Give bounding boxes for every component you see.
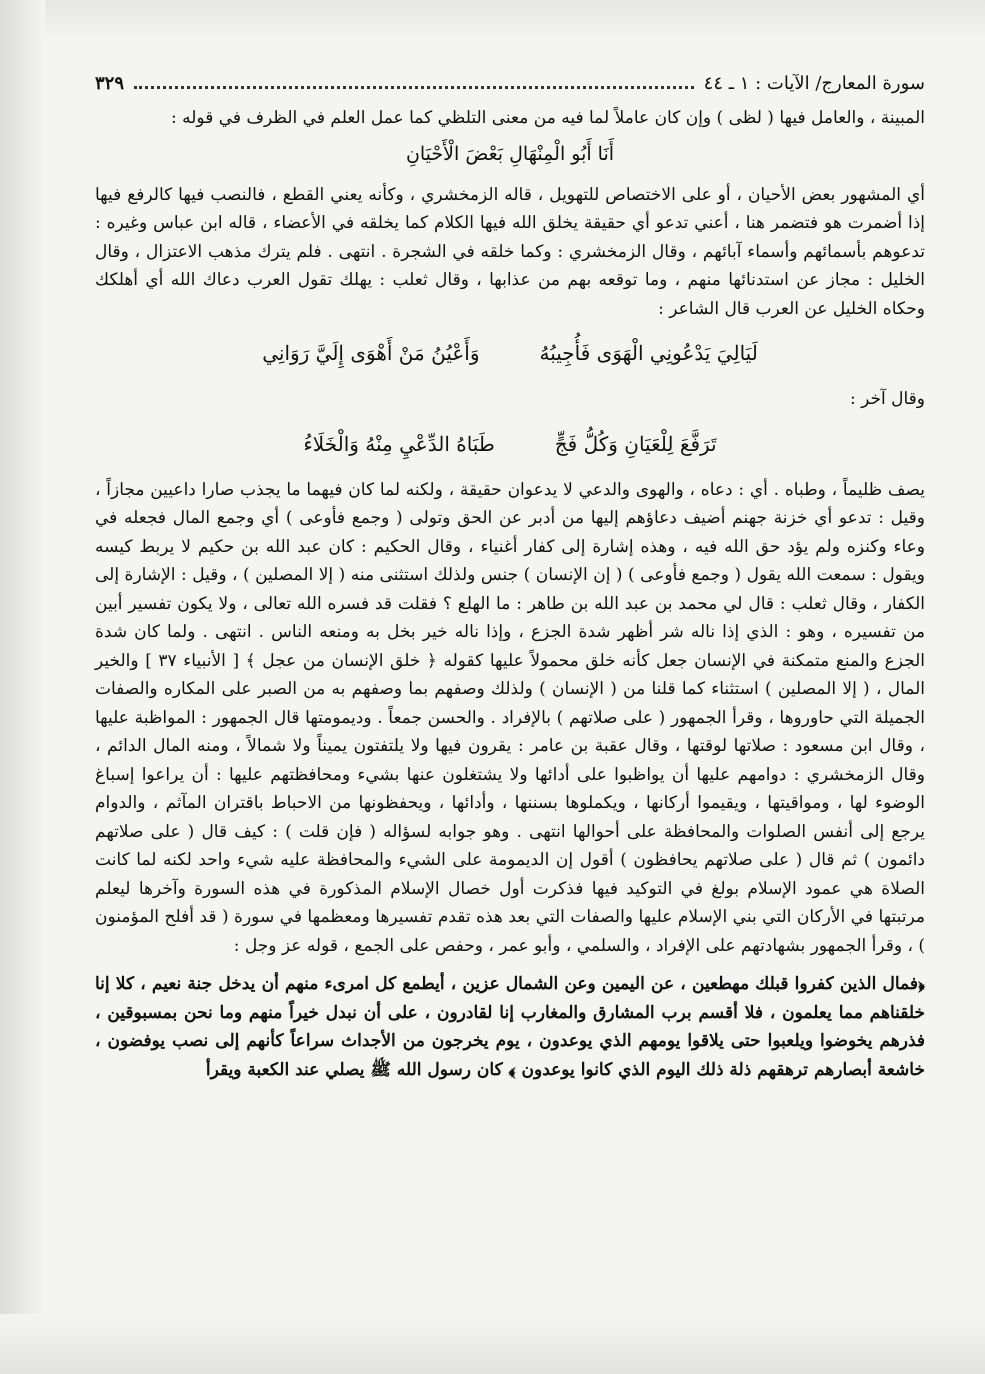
poem-1-first-hemistich: لَيَالِيَ يَدْعُونِي الْهَوَى فَأُجِيبُهُ bbox=[539, 341, 758, 365]
paragraph-1: المبينة ، والعامل فيها ( لظى ) وإن كان عاملاً لما فيه من معنى التلظي كما عمل العلم في الظرف في قوله : bbox=[170, 108, 925, 128]
poem-1-second-hemistich: وَأَعْيُنُ مَنْ أَهْوَى إِلَيَّ رَوَانِي bbox=[262, 341, 480, 365]
scan-shadow-left bbox=[0, 0, 45, 1374]
poetry-verse: أَنَا أَبُو الْمِنْهَالِ بَعْضَ الْأَحْيَانِ bbox=[405, 142, 615, 165]
paragraph-2: أي المشهور بعض الأحيان ، أو على الاختصاص للتهويل ، قاله الزمخشري ، وكأنه يعني القطع ، فالنصب فيها كالرفع فيها إذا أضمرت هو فتضمر هنا ، أعني تدعو أي حقيقة يخلق الله فيها الكلام كما يخلقه في الأعضاء ، قاله ابن عباس وغيره : تدعوهم بأسمائهم وأسماء آبائهم ، وقال الزمخشري : وكما خلقه في الشجرة . انتهى . فلم يترك مذهب الاعتزال ، وقال الخليل : مجاز عن استدنائها منهم ، وما توقعه بهم من عذابها ، وقال ثعلب : يهلك تقول العرب دعاك الله أي أهلكك وحكاه الخليل عن العرب قال الشاعر : bbox=[95, 184, 925, 319]
poem-2-first-hemistich: تَرَفَّعَ لِلْعَيَانِ وَكُلُّ فَجٍّ bbox=[554, 431, 717, 456]
surah-title: سورة المعارج/ الآيات : ١ ـ ٤٤ bbox=[703, 73, 925, 94]
poem-2-second-hemistich: طَبَاهُ الدِّعْيِ مِنْهُ وَالْخَلَاءُ bbox=[303, 431, 495, 456]
book-page bbox=[95, 70, 925, 1320]
running-header bbox=[95, 70, 925, 104]
scan-shadow-top bbox=[0, 0, 985, 40]
scan-shadow-bottom bbox=[0, 1314, 985, 1374]
another-poet-intro: وقال آخر : bbox=[849, 389, 925, 409]
paragraph-3: يصف ظليماً ، وطباه . أي : دعاه ، والهوى والدعي لا يدعوان حقيقة ، ولكنه لما كان فيهما ما يجذب صارا داعيين مجازاً ، وقيل : تدعو أي خزنة جهنم أضيف دعاؤهم إليها من أدبر عن الحق وتولى ( وجمع فأوعى ) أي وجمع المال فجعله في وعاء وكنزه ولم يؤد حق الله فيه ، وهذه إشارة إلى كفار أغنياء ، وقال الحكيم : كان عبد الله بن حكيم لا يربط كيسه ويقول : سمعت الله يقول ( وجمع فأوعى ) ( إن الإنسان ) جنس ولذلك استثنى منه ( إلا المصلين ) ، وقيل : الإشارة إلى الكفار ، وقال ثعلب : قال لي محمد بن عبد الله بن طاهر : ما الهلع ؟ فقلت قد فسره الله تعالى ، ولا يكون تفسير أبين من تفسيره ، وهو : الذي إذا ناله شر أظهر شدة الجزع ، وإذا ناله خير بخل به ومنعه الناس . انتهى . ولما كان شدة الجزع والمنع متمكنة في الإنسان جعل كأنه خلق محمولاً عليها كقوله ﴿ خلق الإنسان من عجل ﴾ [ الأنبياء ٣٧ ] والخير المال ، ( إلا المصلين ) استثناء كما قلنا من ( الإنسان ) ولذلك وصفهم بما وصفهم به من الصبر على المكاره والصفات الجميلة التي حاوروها ، وقرأ الجمهور ( على صلاتهم ) بالإفراد . والحسن جمعاً . وديمومتها قال الجمهور : المواظبة عليها ، وقال ابن مسعود : صلاتها لوقتها ، وقال عقبة بن عامر : يقرون فيها ولا يلتفتون يميناً ولا شمالاً ، ومنه المال الدائم ، وقال الزمخشري : دوامهم عليها أن يواظبوا على أدائها ولا يشتغلون عنها بشيء ومحافظتهم عليها : أن يراعوا إسباغ الوضوء لها ، ومواقيتها ، ويقيموا أركانها ، ويكملوها بسننها ، وأدائها ، ويحفظونها من الاحباط باقتران المآثم ، والدوام يرجع إلى أنفس الصلوات والمحافظة على أحوالها انتهى . وهو جوابه لسؤاله ( فإن قلت ) : كيف قال ( على صلاتهم دائمون ) ثم قال ( على صلاتهم يحافظون ) أقول إن الديمومة على الشيء والمحافظة عليه شيء واحد لكنه لما كانت الصلاة هي عمود الإسلام بولغ في التوكيد فيها فذكرت أول خصال الإسلام المذكورة في هذه السورة وآخرها ليعلم مرتبتها في الأركان التي بني الإسلام عليها والصفات التي بعد هذه تقدم تفسيرها ومعظمها في سورة ( قد أفلح المؤمنون ) ، وقرأ الجمهور بشهادتهم على الإفراد ، والسلمي ، وأبو عمر ، وحفص على الجمع ، قوله عز وجل : bbox=[95, 479, 925, 956]
page-number: ٣٢٩ bbox=[95, 73, 125, 94]
header-leader-dots bbox=[134, 86, 694, 89]
quran-passage: ﴿فمال الذين كفروا قبلك مهطعين ، عن اليمين وعن الشمال عزين ، أيطمع كل امرىء منهم أن يدخل جنة نعيم ، كلا إنا خلقناهم مما يعلمون ، فلا أقسم برب المشارق والمغارب إنا لقادرون ، على أن نبدل خيراً منهم وما نحن بمسبوقين ، فذرهم يخوضوا ويلعبوا حتى يلاقوا يومهم الذي يوعدون ، يوم يخرجون من الأجداث سراعاً كأنهم إلى نصب يوفضون ، خاشعة أبصارهم ترهقهم ذلة ذلك اليوم الذي كانوا يوعدون ﴾ كان رسول الله ﷺ يصلي عند الكعبة ويقرأ bbox=[95, 974, 925, 1080]
poem-couplet-1 bbox=[95, 335, 925, 371]
poem-couplet-2 bbox=[95, 426, 925, 462]
